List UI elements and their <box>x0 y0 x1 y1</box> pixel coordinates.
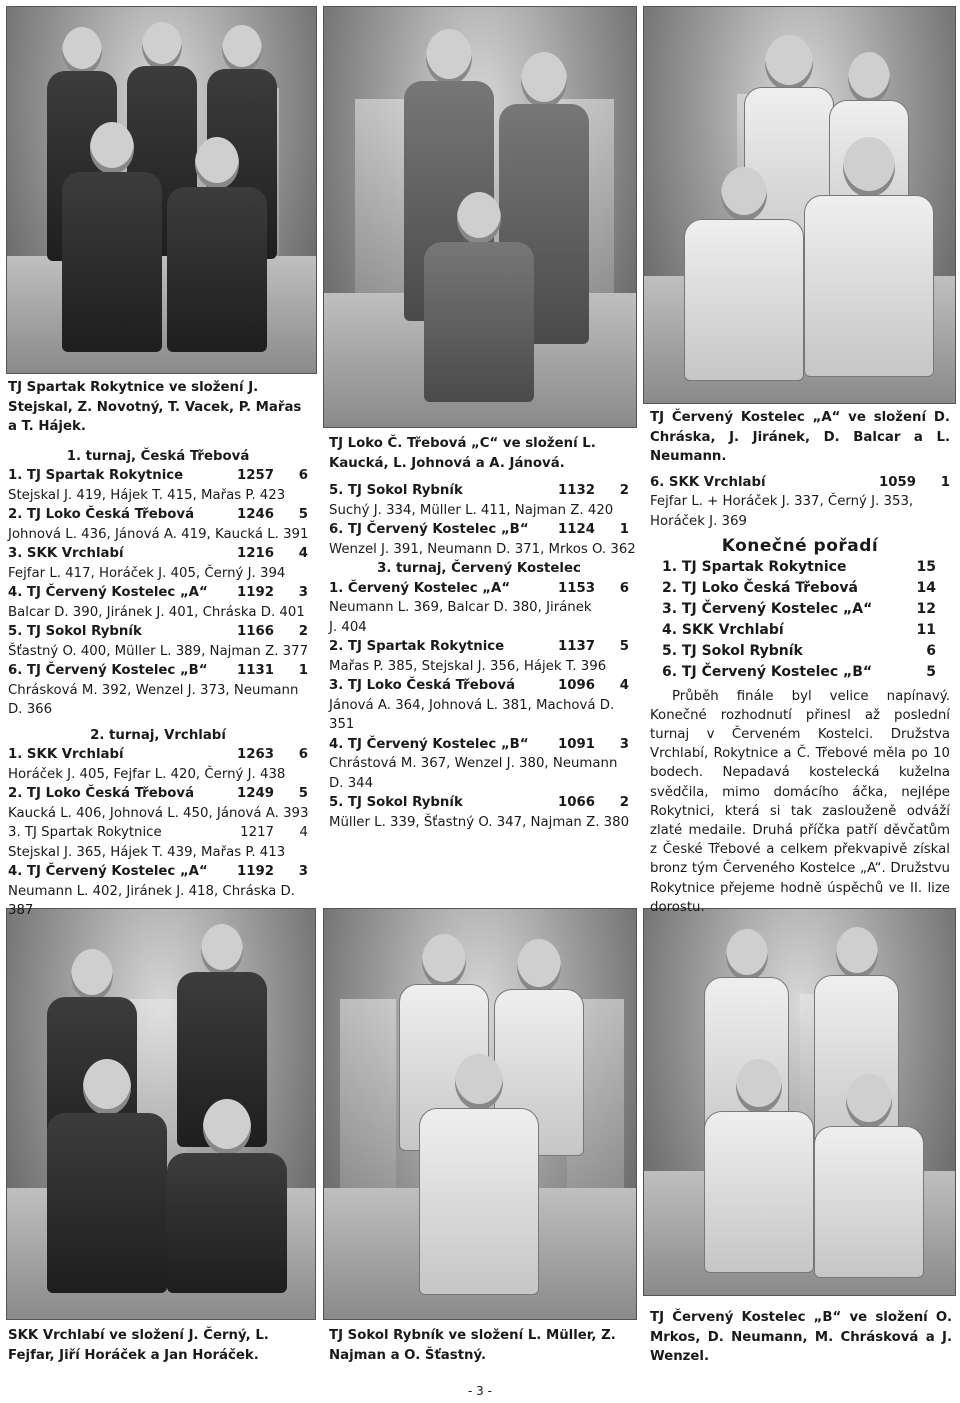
turnaj2-results-a <box>8 745 308 921</box>
pins: 1249 <box>236 786 274 801</box>
pins: 1246 <box>236 507 274 522</box>
team-name: 4. TJ Červený Kostelec „A“ <box>8 585 208 600</box>
points: 4 <box>619 678 629 693</box>
team-name: 6. TJ Červený Kostelec „B“ <box>329 522 529 537</box>
team-name: 5. TJ Sokol Rybník <box>329 483 463 498</box>
result-row <box>8 745 308 765</box>
players: Neumann L. 402, Jiránek J. 418, Chráska D. 387 <box>8 883 295 918</box>
result-row <box>8 823 308 843</box>
team-name: 6. TJ Červený Kostelec „B“ <box>8 663 208 678</box>
result-row <box>329 481 629 501</box>
players: Fejfar L. 417, Horáček J. 405, Černý J. 394 <box>8 565 286 581</box>
team-name: 5. TJ Sokol Rybník <box>662 642 803 659</box>
final-standings <box>650 557 950 683</box>
team-name: 2. TJ Loko Česká Třebová <box>662 579 858 596</box>
points: 1 <box>940 474 950 490</box>
column-left <box>8 378 308 921</box>
points: 2 <box>619 483 629 498</box>
players: Horáček J. 405, Fejfar L. 420, Černý J. 438 <box>8 766 286 782</box>
players: Jánová A. 364, Johnová L. 381, Machová D. 351 <box>329 697 615 732</box>
pins: 1066 <box>557 795 595 810</box>
pins: 1217 <box>240 825 274 840</box>
players: Fejfar L. + Horáček J. 337, Černý J. 353, Horáček J. 369 <box>650 494 914 529</box>
players: Mařas P. 385, Stejskal J. 356, Hájek T. 396 <box>329 658 607 674</box>
players: Chrástová M. 367, Wenzel J. 380, Neumann D. 344 <box>329 756 618 791</box>
points: 1 <box>298 663 308 678</box>
team-name: 5. TJ Sokol Rybník <box>329 795 463 810</box>
pins: 1096 <box>557 678 595 693</box>
standing-row <box>662 578 936 599</box>
pins: 1263 <box>236 747 274 762</box>
caption-vrchlabi: SKK Vrchlabí ve složení J. Černý, L. Fejfar, Jiří Horáček a Jan Horáček. <box>8 1328 269 1363</box>
pins: 1192 <box>236 585 274 600</box>
points: 5 <box>298 786 308 801</box>
players: Stejskal J. 365, Hájek T. 439, Mařas P. 413 <box>8 844 286 860</box>
points: 1 <box>619 522 629 537</box>
team-name: 1. SKK Vrchlabí <box>8 747 124 762</box>
score: 5 <box>926 663 936 680</box>
result-row <box>8 505 308 525</box>
points: 5 <box>298 507 308 522</box>
pins: 1216 <box>236 546 274 561</box>
turnaj1-results <box>8 466 308 720</box>
result-row <box>8 661 308 681</box>
team-name: 4. SKK Vrchlabí <box>662 621 784 638</box>
score: 14 <box>916 579 936 596</box>
score: 15 <box>916 558 936 575</box>
players: Neumann L. 369, Balcar D. 380, Jiránek J. 404 <box>329 600 592 635</box>
pins: 1153 <box>557 580 595 596</box>
result-row <box>329 579 629 599</box>
caption-kostelec-b: TJ Červený Kostelec „B“ ve složení O. Mrkos, D. Neumann, M. Chrásková a J. Wenzel. <box>650 1310 952 1364</box>
points: 3 <box>298 585 308 600</box>
team-name: 5. TJ Sokol Rybník <box>8 624 142 639</box>
photo-kostelec-a <box>643 6 956 404</box>
team-name: 6. SKK Vrchlabí <box>650 474 766 490</box>
caption-kostelec-a: TJ Červený Kostelec „A“ ve složení D. Chráska, J. Jiránek, D. Balcar a L. Neumann. <box>650 410 950 464</box>
points: 3 <box>298 864 308 879</box>
team-name: 3. TJ Spartak Rokytnice <box>8 825 162 840</box>
photo-rybnik <box>323 908 637 1320</box>
column-right <box>650 408 950 917</box>
result-row <box>329 793 629 813</box>
points: 6 <box>298 747 308 762</box>
team-name: 1. Červený Kostelec „A“ <box>329 580 511 596</box>
pins: 1132 <box>557 483 595 498</box>
photo-vrchlabi <box>6 908 316 1320</box>
points: 3 <box>619 736 629 752</box>
points: 5 <box>619 639 629 654</box>
photo-kostelec-b <box>643 908 956 1296</box>
players: Johnová L. 436, Jánová A. 419, Kaucká L. 391 <box>8 526 309 542</box>
players: Suchý J. 334, Müller L. 411, Najman Z. 420 <box>329 502 614 518</box>
pins: 1131 <box>236 663 274 678</box>
caption-rokytnice: TJ Spartak Rokytnice ve složení J. Stejskal, Z. Novotný, T. Vacek, P. Mařas a T. Hájek. <box>8 380 302 434</box>
turnaj3-results <box>329 579 629 833</box>
points: 6 <box>298 468 308 483</box>
photo-loko-c <box>323 6 637 428</box>
score: 6 <box>926 642 936 659</box>
result-row <box>329 637 629 657</box>
standing-row <box>662 641 936 662</box>
team-name: 4. TJ Červený Kostelec „B“ <box>329 736 529 752</box>
points: 6 <box>619 580 629 596</box>
pins: 1124 <box>557 522 595 537</box>
turnaj3-title: 3. turnaj, Červený Kostelec <box>377 561 581 576</box>
team-name: 2. TJ Spartak Rokytnice <box>329 639 505 654</box>
result-row <box>329 676 629 696</box>
players: Šťastný O. 400, Müller L. 389, Najman Z. 377 <box>8 643 309 659</box>
players: Wenzel J. 391, Neumann D. 371, Mrkos O. 362 <box>329 541 636 557</box>
team-name: 3. TJ Loko Česká Třebová <box>329 678 516 693</box>
players: Balcar D. 390, Jiránek J. 401, Chráska D. 401 <box>8 604 305 620</box>
pins: 1192 <box>236 864 274 879</box>
pins: 1257 <box>236 468 274 483</box>
team-name: 3. SKK Vrchlabí <box>8 546 124 561</box>
column-middle <box>329 434 636 832</box>
points: 2 <box>619 795 629 810</box>
result-row <box>8 622 308 642</box>
standing-row <box>662 557 936 578</box>
result-row <box>650 473 950 493</box>
points: 2 <box>298 624 308 639</box>
result-row <box>8 466 308 486</box>
players: Kaucká L. 406, Johnová L. 450, Jánová A. 393 <box>8 805 309 821</box>
caption-loko-c: TJ Loko Č. Třebová „C“ ve složení L. Kaucká, L. Johnová a A. Jánová. <box>329 436 596 471</box>
team-name: 6. TJ Červený Kostelec „B“ <box>662 663 873 680</box>
points: 4 <box>298 546 308 561</box>
result-row <box>8 862 308 882</box>
turnaj1-title: 1. turnaj, Česká Třebová <box>66 448 250 464</box>
points: 4 <box>299 825 308 840</box>
turnaj3-results-cont <box>650 473 950 532</box>
turnaj2-results-b <box>329 481 636 559</box>
page-number: - 3 - <box>468 1384 492 1398</box>
score: 11 <box>916 621 936 638</box>
turnaj2-title: 2. turnaj, Vrchlabí <box>90 727 226 743</box>
players: Chrásková M. 392, Wenzel J. 373, Neumann D. 366 <box>8 682 299 717</box>
result-row <box>8 784 308 804</box>
pins: 1091 <box>557 736 595 752</box>
standing-row <box>662 662 936 683</box>
team-name: 1. TJ Spartak Rokytnice <box>8 468 184 483</box>
standing-row <box>662 620 936 641</box>
players: Stejskal J. 419, Hájek T. 415, Mařas P. 423 <box>8 487 286 503</box>
team-name: 1. TJ Spartak Rokytnice <box>662 558 847 575</box>
players: Müller L. 339, Šťastný O. 347, Najman Z. 380 <box>329 814 630 830</box>
caption-rybnik: TJ Sokol Rybník ve složení L. Müller, Z. Najman a O. Šťastný. <box>329 1328 616 1363</box>
score: 12 <box>916 600 936 617</box>
final-title: Konečné pořadí <box>721 536 879 556</box>
team-name: 2. TJ Loko Česká Třebová <box>8 507 195 522</box>
result-row <box>329 520 629 540</box>
standing-row <box>662 599 936 620</box>
pins: 1166 <box>236 624 274 639</box>
pins: 1059 <box>878 474 916 490</box>
team-name: 2. TJ Loko Česká Třebová <box>8 786 195 801</box>
result-row <box>329 735 629 755</box>
team-name: 3. TJ Červený Kostelec „A“ <box>662 600 873 617</box>
pins: 1137 <box>557 639 595 654</box>
final-paragraph: Průběh finále byl velice napínavý. Konečné rozhodnutí přinesl až poslední turnaj v Červeném Kostelci. Družstva Vrchlabí, Rokytnice a Č. Třebové měla po 10 bodech. Nepadavá kostelecká kuželna svědčila, mimo domácího áčka, nejlépe Rokytnici, která si tak zaslouženě odváží zlaté medaile. Druhá příčka patří děvčatům z České Třebové a celkem překvapivě získal bronz tým Červeného Kostelce „A“. Družstvu Rokytnice přejeme hodně úspěchů ve II. lize dorostu. <box>650 688 950 915</box>
team-name: 4. TJ Červený Kostelec „A“ <box>8 864 208 879</box>
photo-rokytnice <box>6 6 317 374</box>
result-row <box>8 583 308 603</box>
result-row <box>8 544 308 564</box>
